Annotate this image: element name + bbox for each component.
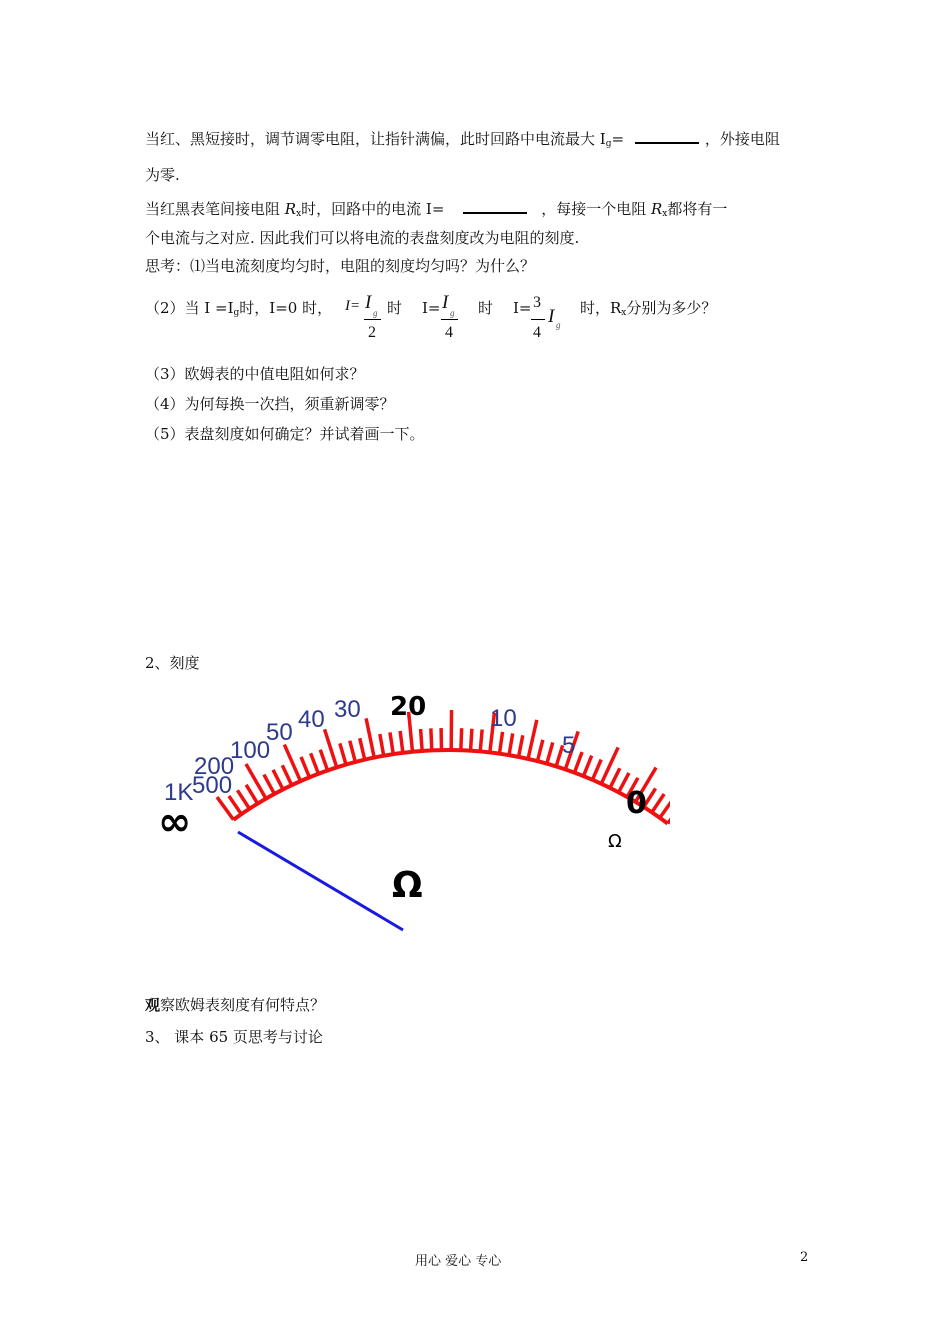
label-40: 40 — [298, 706, 325, 733]
dial-tick — [547, 742, 553, 763]
dial-tick — [246, 764, 266, 799]
label-5: 5 — [562, 732, 576, 759]
fraction-subscript: g — [450, 308, 455, 318]
text-segment: 时 — [478, 299, 494, 317]
label-100: 100 — [230, 737, 271, 764]
question-5: （5）表盘刻度如何确定？并试着画一下。 — [145, 425, 425, 443]
dial-tick — [400, 731, 403, 753]
dial-tick — [301, 757, 309, 777]
dial-tick — [264, 775, 274, 794]
fraction-denominator: 2 — [368, 324, 376, 341]
fraction-ig-over-4 — [440, 292, 470, 346]
dial-tick — [350, 741, 356, 762]
fraction-denominator: 4 — [533, 324, 541, 341]
dial-tick — [311, 753, 319, 774]
section-3-heading: 3、 课本 65 页思考与讨论 — [145, 1028, 323, 1046]
dial-tick — [273, 770, 283, 790]
line-scale-conversion: 个电流与之对应. 因此我们可以将电流的表盘刻度改为电阻的刻度. — [145, 229, 580, 247]
question-1: 思考：⑴当电流刻度均匀时，电阻的刻度均匀吗？为什么？ — [145, 257, 536, 275]
label-1k: 1K — [164, 779, 194, 806]
fraction-tail: I — [548, 306, 555, 327]
text-segment: 当红、黑短接时，调节调零电阻，让指针满偏，此时回路中电流最大 I — [145, 130, 606, 148]
text-segment: 分别为多少？ — [626, 299, 717, 317]
question-3: （3）欧姆表的中值电阻如何求？ — [145, 365, 365, 383]
dial-tick — [325, 729, 337, 767]
answer-blank[interactable] — [463, 198, 527, 214]
answer-blank[interactable] — [635, 128, 699, 144]
dial-tick — [431, 728, 432, 750]
text-segment: = — [611, 130, 625, 148]
text-segment: ，每接一个电阻 — [541, 200, 651, 218]
observe-bold: 观 — [145, 996, 161, 1014]
text-segment: 都将有一 — [667, 200, 728, 218]
dial-tick — [509, 733, 513, 755]
footer-center: 用心 爱心 专心 — [415, 1254, 502, 1269]
line-zero-resistance: 为零. — [145, 166, 180, 184]
page-number: 2 — [800, 1250, 809, 1265]
fraction-prefix: I= — [345, 298, 361, 314]
fraction-numerator: 3 — [533, 294, 541, 311]
text-segment: 时 — [387, 299, 403, 317]
dial-tick — [421, 729, 423, 751]
dial-tick — [499, 732, 502, 754]
label-30: 30 — [334, 696, 361, 723]
var-r: R — [650, 200, 663, 218]
dial-tick — [574, 752, 582, 773]
dial-tick — [660, 800, 670, 818]
text-segment: 时，回路中的电流 I= — [301, 200, 445, 218]
dial-tick — [246, 785, 257, 804]
label-10: 10 — [490, 705, 517, 732]
dial-tick — [380, 734, 384, 756]
label-0: 0 — [626, 786, 647, 821]
label-200: 200 — [194, 753, 235, 780]
fraction-numerator: I — [365, 292, 372, 313]
dial-tick — [237, 790, 249, 808]
observe-question — [145, 995, 325, 1015]
fraction-bar — [531, 319, 545, 320]
text-segment: 时，R — [580, 299, 622, 317]
subscript: x — [621, 308, 627, 318]
label-50: 50 — [266, 719, 293, 746]
line-current-formula — [145, 198, 727, 224]
dial-tick — [610, 768, 620, 788]
question-4: （4）为何每换一次挡，须重新调零？ — [145, 395, 395, 413]
fraction-subscript: g — [373, 308, 378, 318]
dial-tick — [360, 738, 365, 759]
fraction-three-quarter-ig — [530, 296, 570, 346]
dial-tick — [390, 732, 393, 754]
needle-line — [238, 832, 403, 930]
label-20: 20 — [390, 692, 427, 722]
dial-tick — [652, 794, 664, 812]
subscript: x — [296, 209, 302, 219]
fraction-numerator: I — [442, 292, 449, 313]
subscript: g — [233, 308, 240, 318]
label-500: 500 — [192, 772, 233, 799]
subscript: g — [605, 139, 612, 149]
dial-tick — [592, 760, 601, 780]
dial-tick — [320, 750, 327, 771]
text-segment: 时，I=0 时， — [239, 299, 333, 317]
dial-tick — [461, 728, 462, 750]
question-2-tail — [580, 298, 716, 323]
text-segment: 当红黑表笔间接电阻 — [145, 200, 285, 218]
text-segment: I= — [513, 299, 532, 317]
label-ohm-big: Ω — [392, 865, 423, 906]
dial-tick — [528, 720, 537, 759]
fraction-tail-subscript: g — [556, 320, 561, 330]
dial-tick — [519, 735, 523, 757]
text-segment: （2）当 I =I — [145, 299, 234, 317]
dial-tick — [537, 740, 542, 761]
fraction-denominator: 4 — [445, 324, 453, 341]
text-segment: ，外接电阻 — [704, 130, 780, 148]
fraction-bar — [364, 319, 381, 320]
dial-tick — [480, 730, 482, 752]
question-2 — [145, 298, 845, 348]
text-segment: 察欧姆表刻度有何特点？ — [160, 996, 326, 1014]
label-ohm-small: Ω — [608, 831, 622, 852]
dial-tick — [366, 718, 374, 757]
dial-arc — [233, 750, 667, 823]
dial-tick — [471, 729, 472, 751]
dial-tick — [584, 756, 592, 776]
ohmmeter-dial — [150, 685, 670, 940]
subscript: x — [662, 209, 668, 219]
dial-tick — [340, 743, 346, 764]
dial-tick — [282, 765, 291, 785]
text-segment: I= — [422, 299, 441, 317]
fraction-bar — [441, 319, 458, 320]
var-r: R — [284, 200, 297, 218]
section-2-heading: 2、刻度 — [145, 654, 200, 672]
label-infinity: ∞ — [158, 799, 192, 845]
line-ig-definition — [145, 128, 780, 154]
